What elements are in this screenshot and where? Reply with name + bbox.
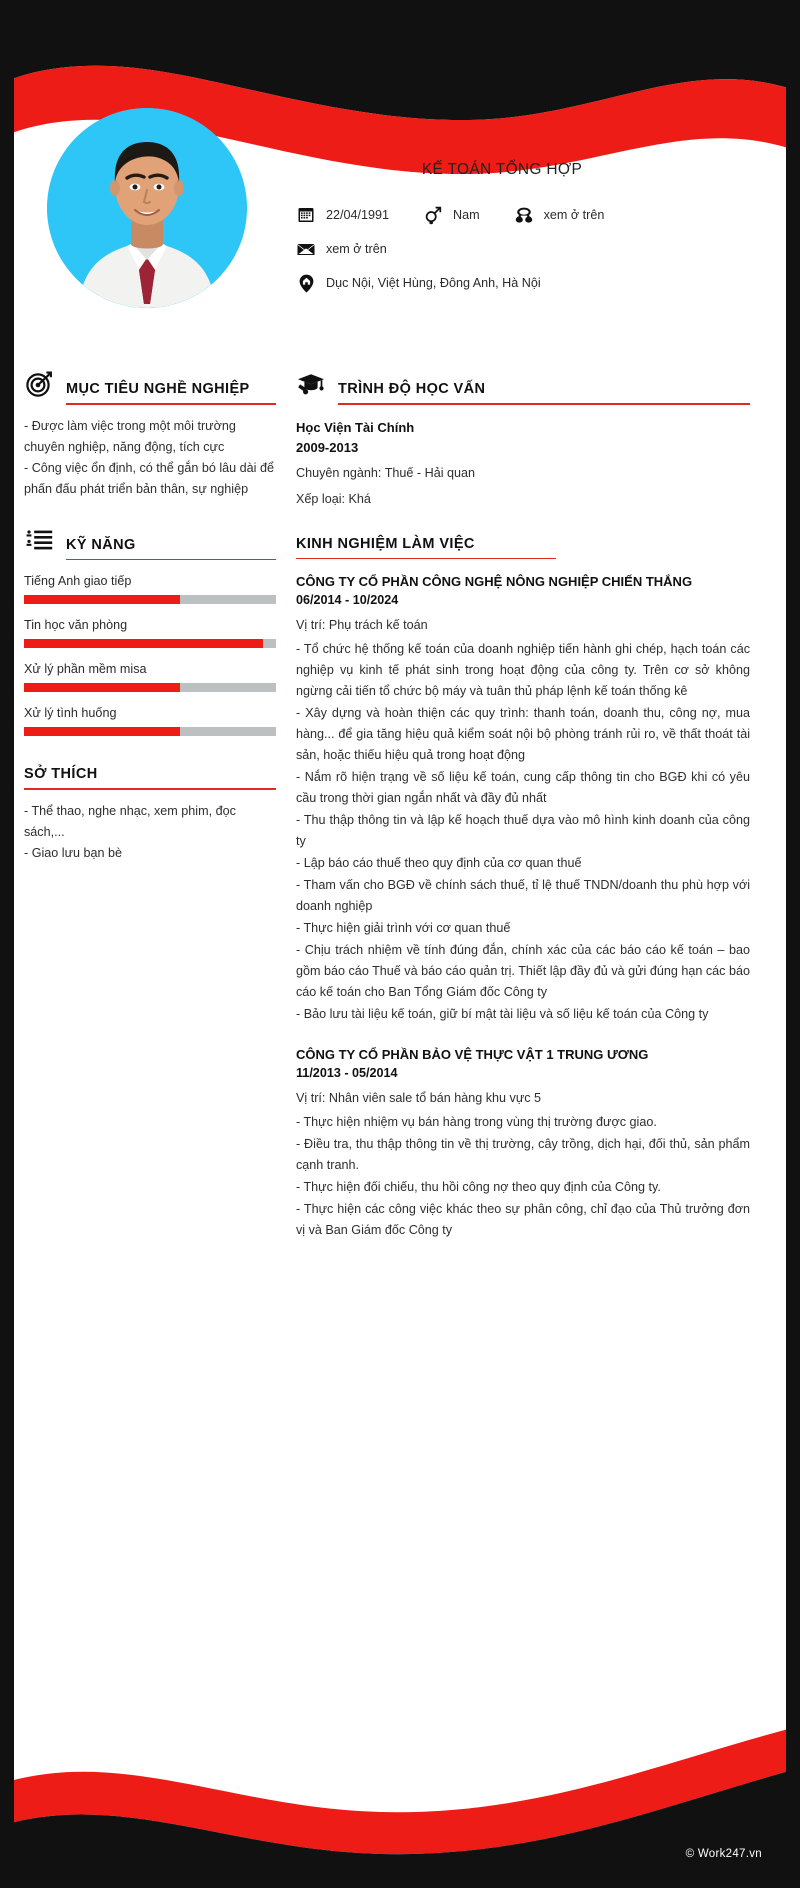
education-years: 2009-2013 <box>296 439 359 455</box>
gender-icon <box>423 205 443 225</box>
skill-label: Xử lý tình huống <box>24 706 117 720</box>
job-bullet: - Nắm rõ hiện trạng về số liệu kế toán, cung cấp thông tin cho BGĐ khi có yêu cầu trong thời gian ngắn nhất và đầy đủ nhất <box>296 770 750 805</box>
job-bullet: - Thực hiện nhiệm vụ bán hàng trong vùng thị trường được giao. <box>296 1115 657 1129</box>
job-bullet: - Thực hiện các công việc khác theo sự phân công, chỉ đạo của Thủ trưởng đơn vị và Ban Giám đốc Công ty <box>296 1202 750 1237</box>
job-bullet: - Chịu trách nhiệm về tính đúng đắn, chính xác của các báo cáo kế toán – bao gồm báo cáo Thuế và báo cáo quản trị. Thiết lập đầy đủ và gửi đúng hạn các báo cáo kế toán cho Ban Tổng Giám đốc Công ty <box>296 943 750 999</box>
contact-row-2 <box>296 239 758 259</box>
job-date: 06/2014 - 10/2024 <box>296 593 399 607</box>
skill-item <box>24 574 276 604</box>
skill-label: Xử lý phần mềm misa <box>24 662 147 676</box>
objective-line-1: - Được làm việc trong một môi trường chuyên nghiệp, năng động, tích cực <box>24 418 236 454</box>
target-icon <box>24 370 54 398</box>
address-item <box>296 273 541 293</box>
skill-bar <box>24 639 276 648</box>
right-column <box>296 370 750 1267</box>
skill-bar-fill <box>24 595 180 604</box>
job-bullet: - Thu thập thông tin và lập kế hoạch thuế dựa vào mô hình kinh doanh của công ty <box>296 813 750 848</box>
skill-bar-fill <box>24 727 180 736</box>
gender-value: Nam <box>453 208 480 222</box>
job-bullet: - Tổ chức hệ thống kế toán của doanh nghiệp tiến hành ghi chép, hạch toán các nghiệp vụ kinh tế phát sinh trong hoạt động của công ty. Trên cơ sở không ngừng cải tiến tổ chức bộ máy và tuân thủ pháp lệnh kế toán thống kê <box>296 642 750 698</box>
footer-credit: © Work247.vn <box>685 1848 762 1860</box>
email-value: xem ở trên <box>326 242 387 256</box>
avatar <box>47 108 247 308</box>
left-border <box>0 0 14 1888</box>
job-bullet: - Xây dựng và hoàn thiện các quy trình: thanh toán, doanh thu, công nợ, mua hàng... để gia tăng hiệu quả kiểm soát nội bộ phòng tránh rủi ro, về thất thoát tài sản, hoặc thiếu hiệu quả trong hoạt động <box>296 706 750 762</box>
education-school: Học Viện Tài Chính <box>296 419 415 435</box>
contact-block <box>288 205 758 293</box>
education-header <box>296 370 750 398</box>
job-bullet: - Tham vấn cho BGĐ về chính sách thuế, tỉ lệ thuế TNDN/doanh thu phù hợp với doanh nghiệp <box>296 878 750 913</box>
skill-bar-fill <box>24 683 180 692</box>
job-title: KẾ TOÁN TỔNG HỢP <box>421 161 583 178</box>
skill-bar <box>24 595 276 604</box>
experience-header <box>296 536 750 553</box>
education-title: TRÌNH ĐỘ HỌC VẤN <box>338 381 486 397</box>
phone-icon <box>514 205 534 225</box>
birthday-value: 22/04/1991 <box>326 208 390 222</box>
job-company: CÔNG TY CỔ PHẦN BẢO VỆ THỰC VẬT 1 TRUNG ƯƠNG <box>296 1047 649 1062</box>
job-company: CÔNG TY CỔ PHẦN CÔNG NGHỆ NÔNG NGHIỆP CHIẾN THẮNG <box>296 574 693 589</box>
objective-text <box>24 416 276 500</box>
job-bullet: - Bảo lưu tài liệu kế toán, giữ bí mật tài liệu và số liệu kế toán của Công ty <box>296 1007 709 1021</box>
job-bullet: - Lập báo cáo thuế theo quy định của cơ quan thuế <box>296 856 582 870</box>
skill-bar <box>24 683 276 692</box>
hobbies-text <box>24 801 276 864</box>
section-skills <box>24 526 276 737</box>
phone-value: xem ở trên <box>543 208 605 222</box>
job-bullet: - Thực hiện giải trình với cơ quan thuế <box>296 921 511 935</box>
objective-header <box>24 370 276 398</box>
job-bullets <box>296 1112 750 1241</box>
education-major: Chuyên ngành: Thuế - Hải quan <box>296 465 476 480</box>
header-text <box>288 120 758 307</box>
contact-row-1 <box>296 205 758 225</box>
education-rule <box>338 403 750 405</box>
envelope-icon <box>296 239 316 259</box>
experience-item <box>296 1045 750 1241</box>
hobby-line-1: - Thể thao, nghe nhạc, xem phim, đọc sách,... <box>24 803 236 839</box>
section-experience <box>296 536 750 1242</box>
email-item <box>296 239 387 259</box>
hobby-line-2: - Giao lưu bạn bè <box>24 845 123 860</box>
job-date: 11/2013 - 05/2014 <box>296 1066 398 1080</box>
contact-row-3 <box>296 273 758 293</box>
experience-rule <box>296 558 556 560</box>
skill-bar <box>24 727 276 736</box>
skills-header <box>24 526 276 554</box>
skill-item <box>24 662 276 692</box>
objective-line-2: - Công việc ổn định, có thể gắn bó lâu dài để phấn đấu phát triển bản thân, sự nghiệp <box>24 460 274 496</box>
skills-rule <box>66 559 276 561</box>
objective-rule <box>66 403 276 405</box>
skill-item <box>24 618 276 648</box>
phone-item <box>514 205 605 225</box>
calendar-icon <box>296 205 316 225</box>
section-objective <box>24 370 276 500</box>
section-hobbies <box>24 766 276 864</box>
cv-header <box>0 0 800 370</box>
hobbies-rule <box>24 788 276 790</box>
job-bullets <box>296 639 750 1025</box>
experience-title: KINH NGHIỆM LÀM VIỆC <box>296 535 475 552</box>
page-title: NGUYỄN CAO BIÊN <box>379 123 625 151</box>
graduation-cap-icon <box>296 370 326 398</box>
list-icon <box>24 526 54 554</box>
bottom-decoration <box>0 1658 800 1888</box>
job-role: Vị trí: Phụ trách kế toán <box>296 618 428 632</box>
birthday-item <box>296 205 389 225</box>
skill-bar-fill <box>24 639 263 648</box>
hobbies-title: SỞ THÍCH <box>24 766 98 782</box>
gender-item <box>423 205 480 225</box>
left-column <box>24 370 276 890</box>
hobbies-header <box>24 766 276 783</box>
job-bullet: - Điều tra, thu thập thông tin về thị trường, cây trồng, dịch hại, đối thủ, sản phẩm cạnh tranh. <box>296 1137 750 1172</box>
skills-title: KỸ NĂNG <box>66 536 136 553</box>
address-value: Dục Nội, Việt Hùng, Đông Anh, Hà Nội <box>326 276 541 290</box>
job-bullet: - Thực hiện đối chiếu, thu hồi công nợ theo quy định của Công ty. <box>296 1180 661 1194</box>
job-role: Vị trí: Nhân viên sale tổ bán hàng khu vực 5 <box>296 1091 542 1105</box>
objective-title: MỤC TIÊU NGHỀ NGHIỆP <box>66 381 250 397</box>
skill-label: Tiếng Anh giao tiếp <box>24 574 132 588</box>
education-grade: Xếp loại: Khá <box>296 491 371 506</box>
location-pin-icon <box>296 273 316 293</box>
section-education <box>296 370 750 510</box>
skill-item <box>24 706 276 736</box>
experience-item <box>296 572 750 1025</box>
skill-label: Tin học văn phòng <box>24 618 128 632</box>
right-border <box>786 0 800 1888</box>
